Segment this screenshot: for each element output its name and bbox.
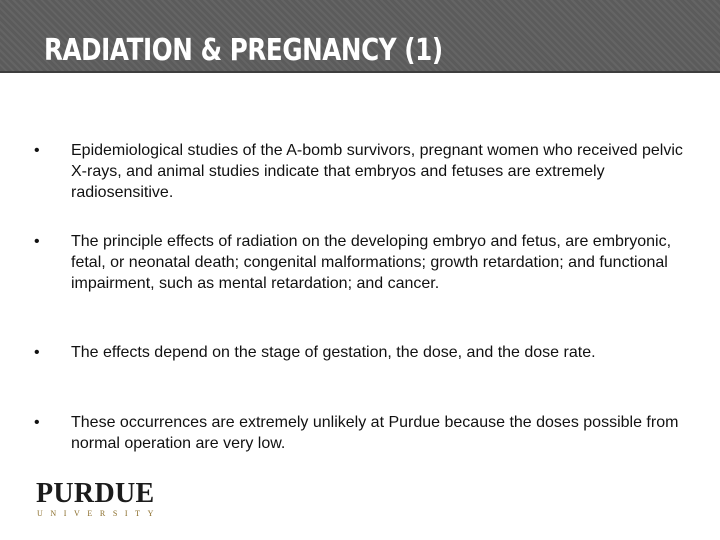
bullet-text: These occurrences are extremely unlikely at Purdue because the doses possible from normal operation are very low. (71, 414, 679, 452)
title-bar (0, 0, 720, 73)
bullet-item (34, 412, 684, 454)
logo-subtitle: UNIVERSITY (37, 509, 161, 518)
bullet-icon: • (34, 344, 40, 361)
slide-title: RADIATION & PREGNANCY (1) (44, 33, 443, 68)
bullet-text: The principle effects of radiation on the developing embryo and fetus, are embryonic, fetal, or neonatal death; congenital malformations; growth retardation; and functional impairment, such as mental retardation; and cancer. (71, 233, 672, 292)
logo-wordmark: PURDUE (36, 478, 155, 509)
bullet-item (34, 231, 684, 294)
bullet-item (34, 342, 684, 363)
bullet-icon: • (34, 142, 40, 159)
bullet-text: The effects depend on the stage of gestation, the dose, and the dose rate. (71, 344, 596, 361)
bullet-item (34, 140, 684, 203)
bullet-icon: • (34, 233, 40, 250)
purdue-logo (36, 479, 166, 521)
bullet-text: Epidemiological studies of the A-bomb survivors, pregnant women who received pelvic X-rays, and animal studies indicate that embryos and fetuses are extremely radiosensitive. (71, 142, 683, 201)
bullet-icon: • (34, 414, 40, 431)
